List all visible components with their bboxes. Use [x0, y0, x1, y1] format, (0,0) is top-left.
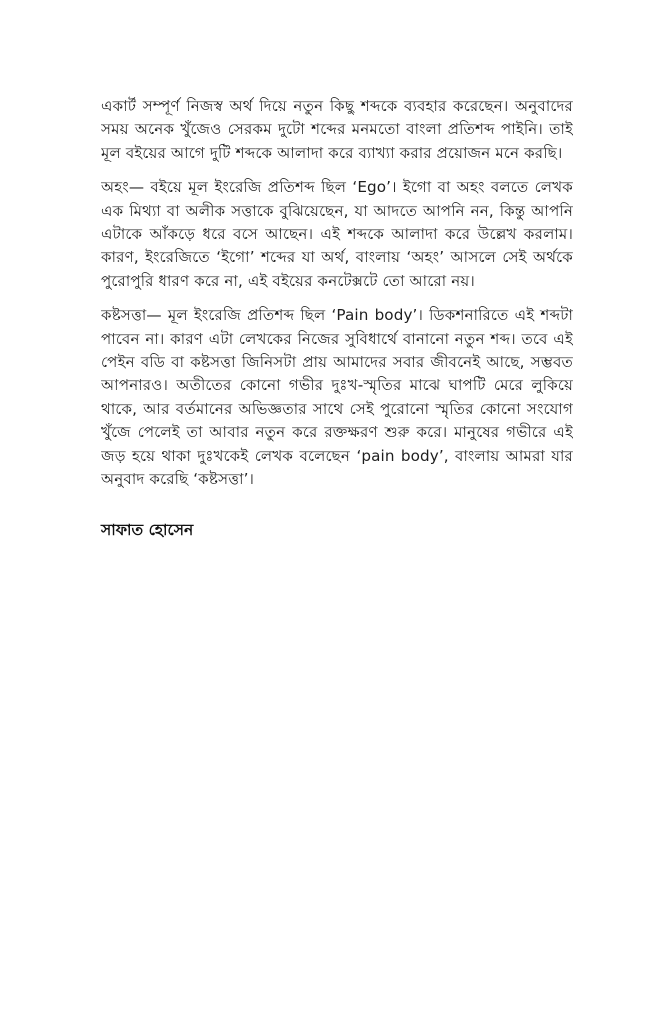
- signature-spacer: [101, 492, 573, 518]
- text-line: পাবেন না। কারণ এটা লেখকের নিজের সুবিধার্থে বানানো নতুন শব্দ। তবে এই: [101, 329, 573, 348]
- text-line: থাকে, আর বর্তমানের অভিজ্ঞতার সাথে সেই পুরোনো স্মৃতির কোনো সংযোগ: [101, 399, 573, 418]
- paragraph-pain-body-definition: [101, 304, 573, 491]
- text-line: খুঁজে পেলেই তা আবার নতুন করে রক্তক্ষরণ শুরু করে। মানুষের গভীরে এই: [101, 423, 573, 442]
- text-line: কারণ, ইংরেজিতে ‘ইগো’ শব্দের যা অর্থ, বাংলায় ‘অহং’ আসলে সেই অর্থকে: [101, 248, 573, 267]
- paragraph-ego-definition: [101, 176, 573, 293]
- text-line: এটাকে আঁকড়ে ধরে বসে আছেন। এই শব্দকে আলাদা করে উল্লেখ করলাম।: [101, 225, 573, 244]
- paragraph-intro: [101, 95, 573, 165]
- text-line: একার্ট সম্পূর্ণ নিজস্ব অর্থ দিয়ে নতুন কিছু শব্দকে ব্যবহার করেছেন। অনুবাদের: [101, 97, 573, 115]
- translator-signature: সাফাত হোসেন: [101, 520, 194, 539]
- paragraph-spacer: [101, 293, 573, 304]
- text-line: পেইন বডি বা কষ্টসত্তা জিনিসটা প্রায় আমাদের সবার জীবনেই আছে, সম্ভবত: [101, 353, 573, 372]
- text-line: জড় হয়ে থাকা দুঃখকেই লেখক বলেছেন ‘pain body’, বাংলায় আমরা যার: [101, 446, 573, 465]
- text-line: পুরোপুরি ধারণ করে না, এই বইয়ের কনটেক্সটে তো আরো নয়।: [101, 271, 475, 290]
- book-page: [101, 95, 573, 542]
- text-line: সময় অনেক খুঁজেও সেরকম দুটো শব্দের মনমতো বাংলা প্রতিশব্দ পাইনি। তাই: [101, 120, 573, 139]
- text-line: অনুবাদ করেছি ‘কষ্টসত্তা’।: [101, 470, 255, 489]
- text-line: অহং— বইয়ে মূল ইংরেজি প্রতিশব্দ ছিল ‘Ego’। ইগো বা অহং বলতে লেখক: [101, 178, 573, 197]
- paragraph-spacer: [101, 165, 573, 176]
- text-line: আপনারও। অতীতের কোনো গভীর দুঃখ-স্মৃতির মাঝে ঘাপটি মেরে লুকিয়ে: [101, 376, 573, 395]
- text-line: মূল বইয়ের আগে দুটি শব্দকে আলাদা করে ব্যাখ্যা করার প্রয়োজন মনে করছি।: [101, 143, 563, 162]
- text-line: কষ্টসত্তা— মূল ইংরেজি প্রতিশব্দ ছিল ‘Pain body’। ডিকশনারিতে এই শব্দটা: [101, 306, 573, 325]
- text-line: এক মিথ্যা বা অলীক সত্তাকে বুঝিয়েছেন, যা আদতে আপনি নন, কিন্তু আপনি: [101, 201, 573, 220]
